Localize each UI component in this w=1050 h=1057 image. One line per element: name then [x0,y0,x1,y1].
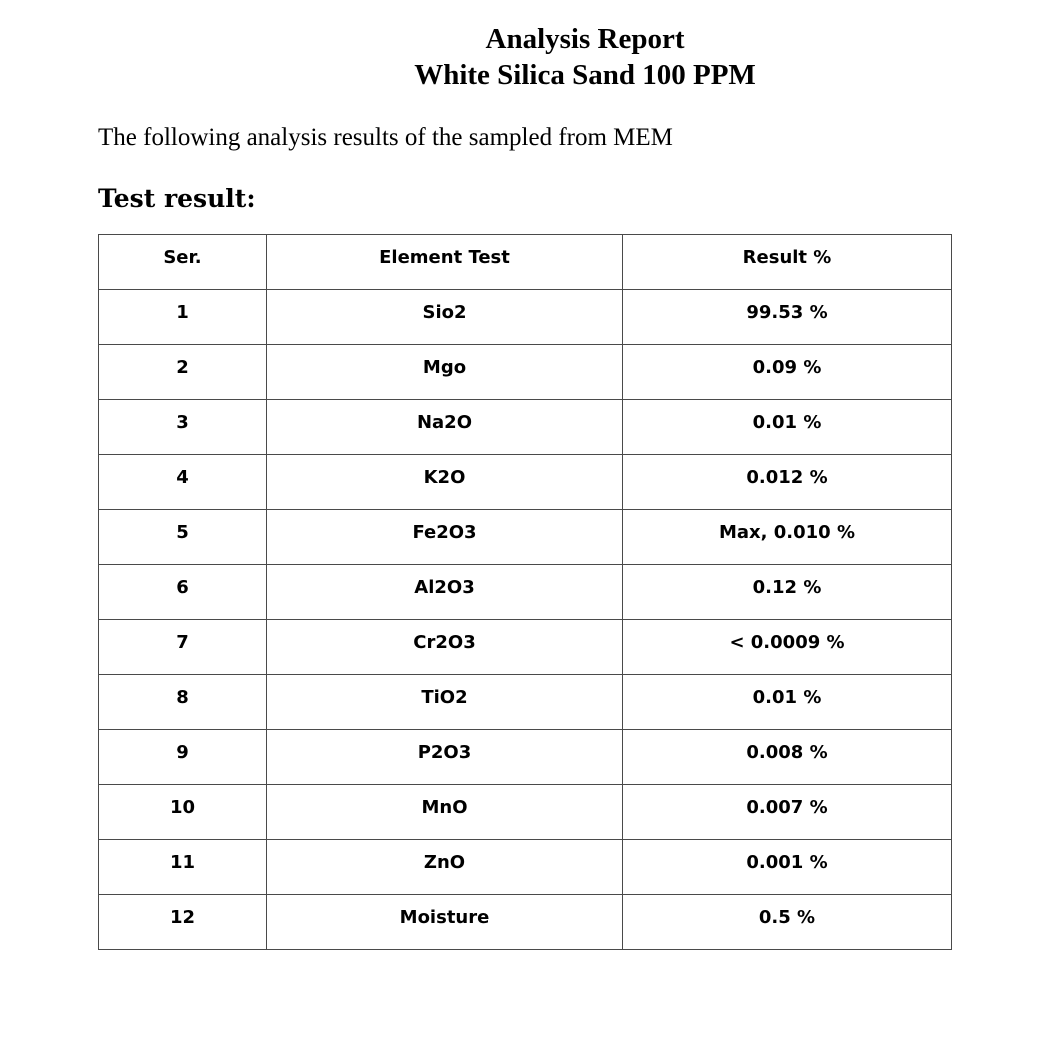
cell-element: K2O [267,455,623,510]
report-subtitle: White Silica Sand 100 PPM [414,59,756,91]
cell-element: Cr2O3 [267,620,623,675]
table-row [99,730,952,785]
header-element-test: Element Test [267,235,623,290]
cell-result: < 0.0009 % [623,620,952,675]
test-result-heading: Test result: [98,184,256,213]
cell-result: 0.008 % [623,730,952,785]
cell-ser: 9 [99,730,267,785]
table-row [99,675,952,730]
cell-element: TiO2 [267,675,623,730]
cell-ser: 6 [99,565,267,620]
cell-result: 0.12 % [623,565,952,620]
table-row [99,785,952,840]
cell-result: 0.5 % [623,895,952,950]
table-row [99,290,952,345]
table-row [99,620,952,675]
table-row [99,895,952,950]
results-table [98,234,952,950]
cell-ser: 8 [99,675,267,730]
cell-ser: 1 [99,290,267,345]
cell-ser: 2 [99,345,267,400]
cell-ser: 3 [99,400,267,455]
cell-result: 99.53 % [623,290,952,345]
cell-element: Al2O3 [267,565,623,620]
cell-element: Moisture [267,895,623,950]
cell-element: MnO [267,785,623,840]
cell-ser: 4 [99,455,267,510]
cell-element: P2O3 [267,730,623,785]
cell-result: 0.01 % [623,400,952,455]
intro-text: The following analysis results of the sampled from MEM [98,124,673,151]
cell-element: Sio2 [267,290,623,345]
cell-element: Na2O [267,400,623,455]
table-row [99,455,952,510]
cell-ser: 5 [99,510,267,565]
cell-result: 0.007 % [623,785,952,840]
cell-result: 0.09 % [623,345,952,400]
table-header-row [99,235,952,290]
cell-element: ZnO [267,840,623,895]
table-row [99,400,952,455]
cell-result: 0.001 % [623,840,952,895]
cell-element: Mgo [267,345,623,400]
cell-result: 0.01 % [623,675,952,730]
table-row [99,565,952,620]
header-ser: Ser. [99,235,267,290]
table-row [99,345,952,400]
table-body [99,290,952,950]
cell-result: Max, 0.010 % [623,510,952,565]
table-row [99,840,952,895]
cell-ser: 10 [99,785,267,840]
header-result: Result % [623,235,952,290]
table-row [99,510,952,565]
cell-ser: 7 [99,620,267,675]
cell-result: 0.012 % [623,455,952,510]
cell-element: Fe2O3 [267,510,623,565]
cell-ser: 11 [99,840,267,895]
report-title: Analysis Report [485,23,685,55]
cell-ser: 12 [99,895,267,950]
